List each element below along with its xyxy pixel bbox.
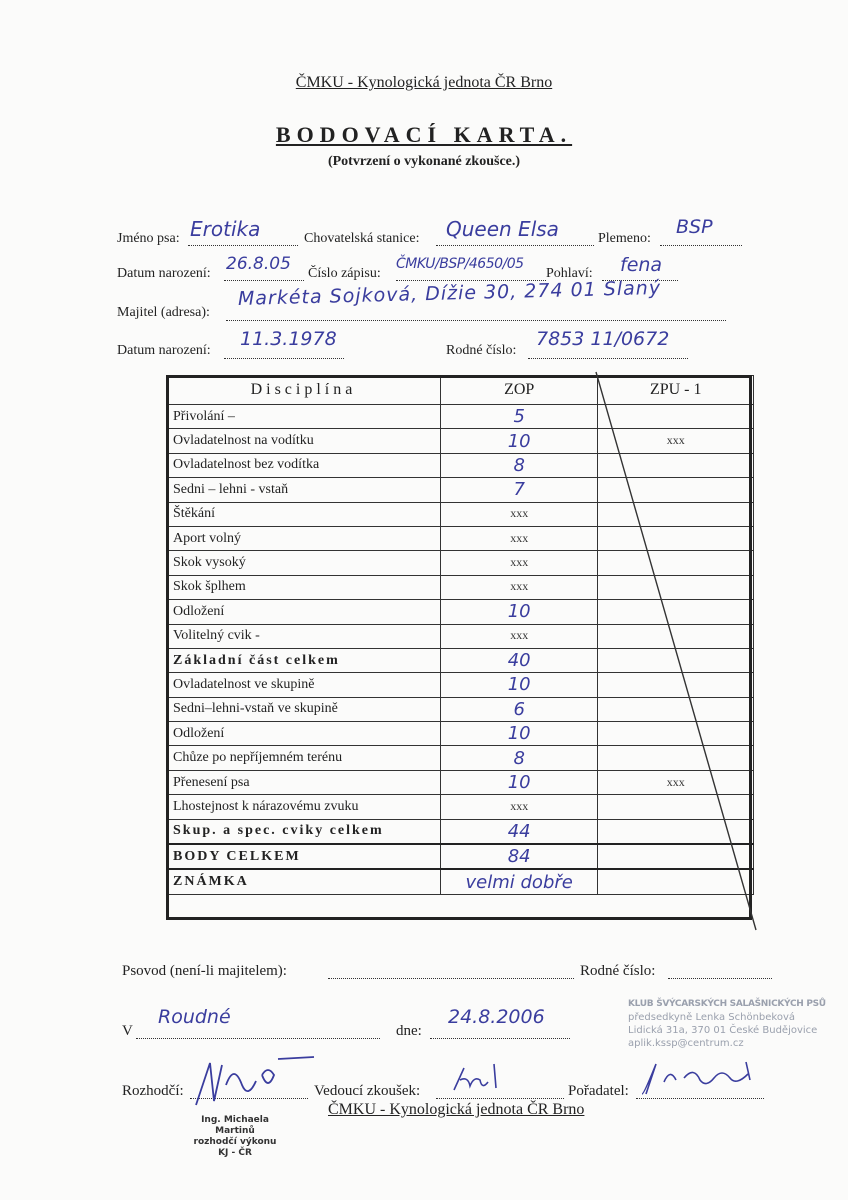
place-label: V [122,1023,133,1039]
zop-score [440,795,598,819]
zop-score-value: 40 [507,650,531,672]
registration-label: Číslo zápisu: [308,266,381,281]
birth-number-value: 7853 11/0672 [536,328,670,350]
zop-score [440,551,598,575]
sex-value: fena [620,254,663,276]
judge-stamp-line-2: rozhodčí výkonu [193,1137,277,1147]
zop-score-value: 8 [513,454,525,476]
dog-name-label: Jméno psa: [117,231,180,246]
zop-score [440,575,598,599]
discipline-name: Štěkání [167,502,441,526]
zop-score-value: velmi dobře [465,871,573,893]
zop-score-value: 84 [507,846,531,868]
discipline-name: Skok vysoký [167,551,441,575]
dog-dob-value: 26.8.05 [226,254,291,274]
zop-score [440,819,598,844]
discipline-name: Ovladatelnost bez vodítka [167,453,441,477]
discipline-name: Sedni – lehni - vstaň [167,478,441,502]
zop-score [440,648,598,672]
zop-score [440,502,598,526]
discipline-name: Odložení [167,722,441,746]
zop-score-value: 10 [507,772,531,794]
breed-label: Plemeno: [598,231,651,246]
discipline-name: Chůze po nepříjemném terénu [167,746,441,770]
zop-score-value: xxx [510,530,529,545]
discipline-name: Přivolání – [167,405,441,429]
zop-score-value: 5 [513,406,525,428]
dog-dob-label: Datum narození: [117,266,211,281]
breed-value: BSP [676,216,713,238]
zop-score-value: xxx [510,506,529,521]
date-label: dne: [396,1023,422,1039]
discipline-name: Ovladatelnost na vodítku [167,429,441,453]
discipline-name: Základní část celkem [167,648,441,672]
discipline-name: Skok šplhem [167,575,441,599]
zop-score [440,405,598,429]
zop-score [440,746,598,770]
zop-score [440,453,598,477]
zop-score [440,600,598,624]
discipline-name: BODY CELKEM [167,844,441,869]
organizer-signature-icon [636,1058,776,1102]
zop-score-value: 7 [513,479,525,501]
zop-score-value: 10 [507,723,531,745]
header-zpu: ZPU - 1 [598,376,754,405]
stamp-line-4: aplik.kssp@centrum.cz [628,1038,744,1049]
judge-label: Rozhodčí: [122,1083,184,1099]
zpu-score-value: xxx [666,774,685,789]
discipline-name: Lhostejnost k nárazovému zvuku [167,795,441,819]
zop-score-value: xxx [510,628,529,643]
place-value: Roudné [158,1006,231,1028]
stamp-line-2: předsedkyně Lenka Schönbeková [628,1012,796,1023]
zop-score [440,478,598,502]
zop-score-value: 10 [507,601,531,623]
discipline-name: Přenesení psa [167,770,441,794]
judge-stamp-line-3: KJ - ČR [218,1148,252,1158]
birth-number-label: Rodné číslo: [446,343,517,358]
owner-dob-label: Datum narození: [117,343,211,358]
club-stamp [628,998,828,1050]
kennel-label: Chovatelská stanice: [304,231,420,246]
discipline-name: Volitelný cvik - [167,624,441,648]
zop-score [440,526,598,550]
zop-score [440,673,598,697]
zop-score [440,429,598,453]
date-value: 24.8.2006 [448,1006,545,1028]
organization-header: ČMKU - Kynologická jednota ČR Brno [295,74,553,91]
judge-stamp-line-1: Ing. Michaela Martinů [201,1115,269,1136]
zop-score [440,844,598,869]
zpu-strike-line [590,368,770,938]
zop-score-value: 44 [507,820,531,842]
zop-score-value: 10 [507,674,531,696]
page-title: BODOVACÍ KARTA. [275,122,573,147]
zop-score-value: xxx [510,555,529,570]
discipline-name: Sedni–lehni-vstaň ve skupině [167,697,441,721]
organizer-label: Pořadatel: [568,1083,629,1099]
header-zop: ZOP [440,376,598,405]
dog-name-value: Erotika [190,217,261,241]
zop-score [440,722,598,746]
zop-score [440,869,598,894]
discipline-name: Odložení [167,600,441,624]
judge-stamp [180,1115,290,1159]
zop-score [440,624,598,648]
stamp-line-1: KLUB ŠVÝCARSKÝCH SALAŠNICKÝCH PSŮ [628,999,826,1009]
zop-score-value: 8 [513,747,525,769]
judge-signature-icon [188,1055,318,1115]
page-subtitle: (Potvrzení o vykonané zkoušce.) [327,154,521,169]
handler-label: Psovod (není-li majitelem): [122,963,287,979]
owner-label: Majitel (adresa): [117,305,210,320]
handler-birth-line [668,960,772,979]
discipline-name: Skup. a spec. cviky celkem [167,819,441,844]
owner-value: Markéta Sojková, Dížie 30, 274 01 Slaný [237,276,662,310]
stamp-line-3: Lidická 31a, 370 01 České Budějovice [628,1025,818,1036]
registration-value: ČMKU/BSP/4650/05 [396,256,524,272]
leader-label: Vedoucí zkoušek: [314,1083,421,1099]
organization-footer: ČMKU - Kynologická jednota ČR Brno [328,1101,585,1118]
zop-score [440,770,598,794]
leader-signature-icon [450,1060,530,1100]
header-discipline: Disciplína [167,376,441,405]
handler-line [328,960,574,979]
owner-dob-value: 11.3.1978 [240,328,337,350]
kennel-value: Queen Elsa [446,217,559,241]
zop-score-value: xxx [510,579,529,594]
sex-label: Pohlaví: [546,266,593,281]
zop-score-value: 10 [507,430,531,452]
discipline-name: Ovladatelnost ve skupině [167,673,441,697]
discipline-name: ZNÁMKA [167,869,441,894]
zop-score-value: 6 [513,698,525,720]
zop-score [440,697,598,721]
zop-score-value: xxx [510,798,529,813]
discipline-name: Aport volný [167,526,441,550]
handler-birth-label: Rodné číslo: [580,963,656,979]
zpu-score-value: xxx [666,433,685,448]
